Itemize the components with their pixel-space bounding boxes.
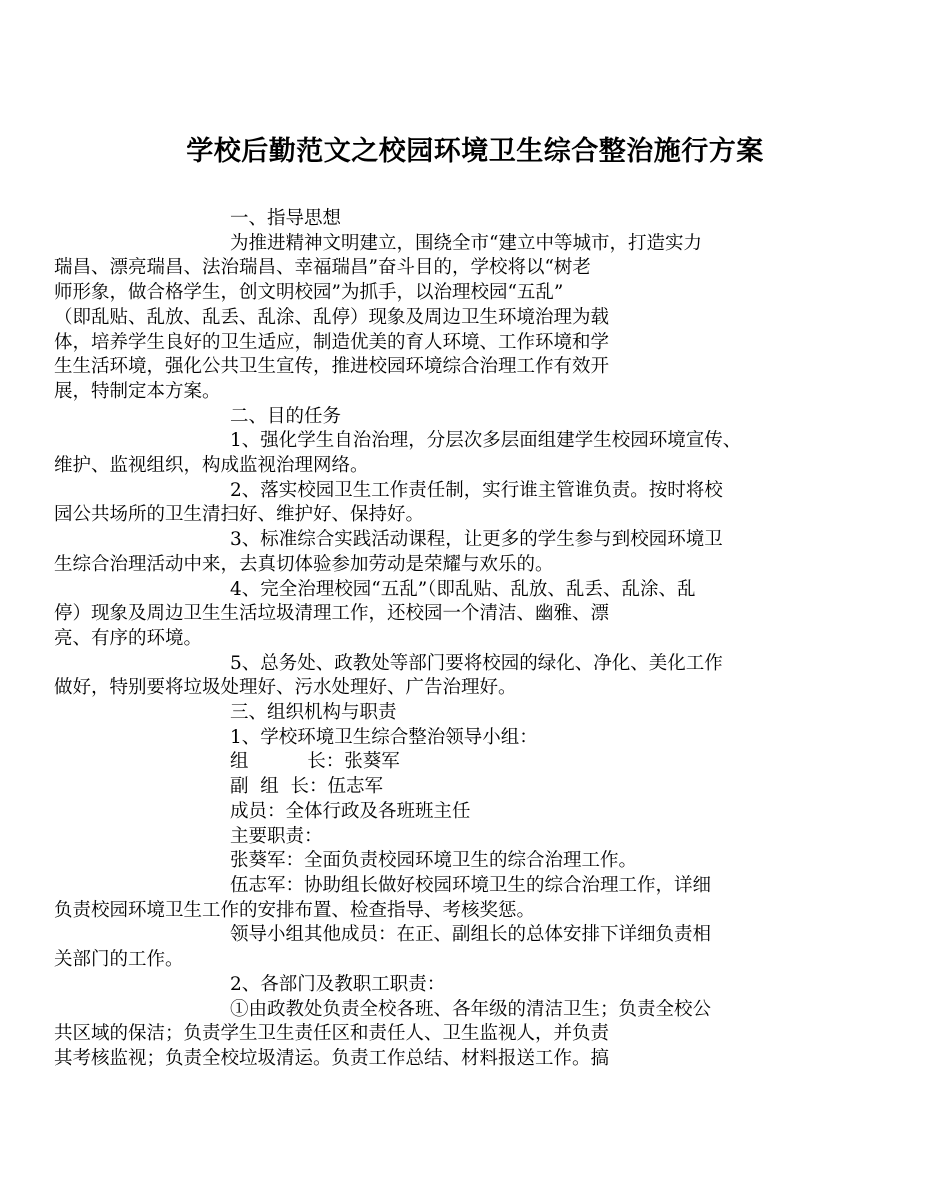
members-line: 成员：全体行政及各班班主任 [230, 800, 471, 822]
text-line: 展，特制定本方案。 [54, 380, 221, 402]
text-line: 瑞昌、漂亮瑞昌、法治瑞昌、幸福瑞昌”奋斗目的，学校将以“树老 [54, 257, 591, 279]
text-line: 负责校园环境卫生工作的安排布置、检查指导、考核奖惩。 [54, 899, 536, 921]
text-line: 师形象，做合格学生，创文明校园”为抓手，以治理校园“五乱” [54, 282, 564, 304]
text-line: 伍志军：协助组长做好校园环境卫生的综合治理工作，详细 [230, 874, 712, 896]
text-line: 园公共场所的卫生清扫好、维护好、保持好。 [54, 504, 425, 526]
text-line: 亮、有序的环境。 [54, 627, 203, 649]
text-line: 张葵军：全面负责校园环境卫生的综合治理工作。 [230, 850, 638, 872]
text-line: 1、强化学生自治治理，分层次多层面组建学生校园环境宣传、 [230, 430, 742, 452]
text-line: 4、完全治理校园“五乱”（即乱贴、乱放、乱丢、乱涂、乱 [230, 578, 696, 600]
paragraph-objective-3 [54, 528, 824, 577]
duties-label: 主要职责： [230, 825, 323, 847]
paragraph-objective-5 [54, 652, 824, 701]
text-line: 其考核监视；负责全校垃圾清运。负责工作总结、材料报送工作。搞 [54, 1047, 610, 1069]
subheading-department-duties: 2、各部门及教职工职责： [230, 973, 446, 995]
text-line: 维护、监视组织，构成监视治理网络。 [54, 455, 369, 477]
text-line: 生综合治理活动中来，去真切体验参加劳动是荣耀与欢乐的。 [54, 553, 554, 575]
paragraph-objective-1 [54, 429, 824, 478]
section-heading-objectives: 二、目的任务 [230, 405, 342, 427]
text-line: 5、总务处、政教处等部门要将校园的绿化、净化、美化工作 [230, 652, 723, 674]
subheading-leading-group: 1、学校环境卫生综合整治领导小组： [230, 726, 538, 748]
paragraph-guiding-ideology [54, 232, 824, 405]
paragraph-duty-members [54, 923, 824, 972]
leader-line: 组 长：张葵军 [230, 751, 400, 773]
section-heading-organization: 三、组织机构与职责 [230, 702, 397, 724]
text-line: 停）现象及周边卫生生活垃圾清理工作，还校园一个清洁、幽雅、漂 [54, 603, 610, 625]
text-line: 3、标准综合实践活动课程，让更多的学生参与到校园环境卫 [230, 529, 723, 551]
text-line: 体，培养学生良好的卫生适应，制造优美的育人环境、工作环境和学 [54, 331, 610, 353]
document-title: 学校后勤范文之校园环境卫生综合整治施行方案 [186, 136, 764, 167]
paragraph-objective-2 [54, 479, 824, 528]
text-line: ①由政教处负责全校各班、各年级的清洁卫生；负责全校公 [230, 998, 712, 1020]
text-line: 关部门的工作。 [54, 949, 184, 971]
text-line: （即乱贴、乱放、乱丢、乱涂、乱停）现象及周边卫生环境治理为载 [54, 306, 610, 328]
text-line: 生生活环境，强化公共卫生宣传，推进校园环境综合治理工作有效开 [54, 356, 610, 378]
paragraph-objective-4 [54, 578, 824, 652]
document-body [54, 207, 824, 1072]
deputy-leader-line: 副 组 长：伍志军 [230, 776, 384, 798]
text-line: 2、落实校园卫生工作责任制，实行谁主管谁负责。按时将校 [230, 479, 723, 501]
text-line: 做好，特别要将垃圾处理好、污水处理好、广告治理好。 [54, 677, 517, 699]
text-line: 共区域的保洁；负责学生卫生责任区和责任人、卫生监视人，并负责 [54, 1023, 610, 1045]
section-heading-guiding-ideology: 一、指导思想 [230, 208, 342, 229]
text-line: 为推进精神文明建立，围绕全市“建立中等城市，打造实力 [230, 232, 702, 254]
text-line: 领导小组其他成员：在正、副组长的总体安排下详细负责相 [230, 924, 712, 946]
paragraph-duty-leader [142, 849, 824, 874]
paragraph-department-duty-1 [54, 998, 824, 1072]
paragraph-duty-deputy [54, 874, 824, 923]
